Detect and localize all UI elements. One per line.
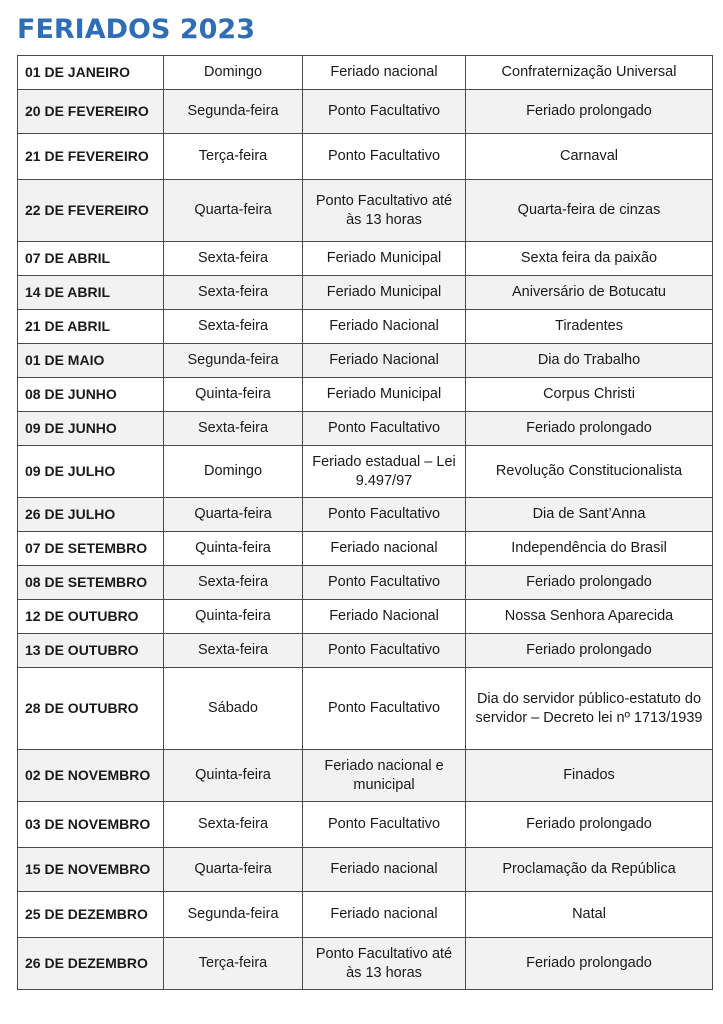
description-cell: Quarta-feira de cinzas (466, 180, 713, 242)
type-cell: Ponto Facultativo (303, 802, 466, 848)
date-cell: 21 DE FEVEREIRO (18, 134, 164, 180)
weekday-cell: Domingo (164, 56, 303, 90)
type-cell: Feriado nacional (303, 848, 466, 892)
table-row (18, 802, 713, 848)
description-cell: Tiradentes (466, 310, 713, 344)
weekday-cell: Sexta-feira (164, 310, 303, 344)
type-cell: Feriado Nacional (303, 344, 466, 378)
table-row (18, 180, 713, 242)
weekday-cell: Sexta-feira (164, 802, 303, 848)
table-row (18, 310, 713, 344)
date-cell: 14 DE ABRIL (18, 276, 164, 310)
date-cell: 13 DE OUTUBRO (18, 634, 164, 668)
type-cell: Ponto Facultativo (303, 90, 466, 134)
type-cell: Feriado nacional (303, 892, 466, 938)
table-row (18, 412, 713, 446)
date-cell: 01 DE MAIO (18, 344, 164, 378)
page-title: FERIADOS 2023 (17, 14, 255, 45)
weekday-cell: Sexta-feira (164, 276, 303, 310)
description-cell: Corpus Christi (466, 378, 713, 412)
description-cell: Proclamação da República (466, 848, 713, 892)
date-cell: 02 DE NOVEMBRO (18, 750, 164, 802)
description-cell: Independência do Brasil (466, 532, 713, 566)
description-cell: Dia de Sant’Anna (466, 498, 713, 532)
weekday-cell: Quinta-feira (164, 378, 303, 412)
type-cell: Feriado Municipal (303, 276, 466, 310)
description-cell: Dia do servidor público-estatuto do servidor – Decreto lei nº 1713/1939 (466, 668, 713, 750)
date-cell: 09 DE JUNHO (18, 412, 164, 446)
weekday-cell: Sexta-feira (164, 634, 303, 668)
table-row (18, 344, 713, 378)
description-cell: Feriado prolongado (466, 566, 713, 600)
weekday-cell: Sexta-feira (164, 412, 303, 446)
type-cell: Ponto Facultativo até às 13 horas (303, 938, 466, 990)
table-row (18, 56, 713, 90)
weekday-cell: Segunda-feira (164, 892, 303, 938)
type-cell: Feriado Nacional (303, 310, 466, 344)
date-cell: 28 DE OUTUBRO (18, 668, 164, 750)
type-cell: Feriado nacional (303, 56, 466, 90)
table-row (18, 90, 713, 134)
date-cell: 25 DE DEZEMBRO (18, 892, 164, 938)
weekday-cell: Quinta-feira (164, 750, 303, 802)
weekday-cell: Quarta-feira (164, 848, 303, 892)
table-row (18, 892, 713, 938)
type-cell: Ponto Facultativo (303, 566, 466, 600)
date-cell: 01 DE JANEIRO (18, 56, 164, 90)
date-cell: 03 DE NOVEMBRO (18, 802, 164, 848)
weekday-cell: Sábado (164, 668, 303, 750)
date-cell: 15 DE NOVEMBRO (18, 848, 164, 892)
description-cell: Feriado prolongado (466, 634, 713, 668)
table-row (18, 498, 713, 532)
weekday-cell: Terça-feira (164, 938, 303, 990)
table-row (18, 750, 713, 802)
weekday-cell: Sexta-feira (164, 242, 303, 276)
description-cell: Confraternização Universal (466, 56, 713, 90)
type-cell: Ponto Facultativo (303, 134, 466, 180)
table-row (18, 134, 713, 180)
table-row (18, 242, 713, 276)
type-cell: Ponto Facultativo (303, 412, 466, 446)
weekday-cell: Segunda-feira (164, 90, 303, 134)
description-cell: Natal (466, 892, 713, 938)
description-cell: Finados (466, 750, 713, 802)
date-cell: 21 DE ABRIL (18, 310, 164, 344)
weekday-cell: Segunda-feira (164, 344, 303, 378)
table-row (18, 566, 713, 600)
table-row (18, 938, 713, 990)
weekday-cell: Quarta-feira (164, 180, 303, 242)
type-cell: Ponto Facultativo até às 13 horas (303, 180, 466, 242)
date-cell: 22 DE FEVEREIRO (18, 180, 164, 242)
date-cell: 09 DE JULHO (18, 446, 164, 498)
type-cell: Feriado Nacional (303, 600, 466, 634)
type-cell: Ponto Facultativo (303, 668, 466, 750)
date-cell: 20 DE FEVEREIRO (18, 90, 164, 134)
description-cell: Nossa Senhora Aparecida (466, 600, 713, 634)
type-cell: Feriado nacional (303, 532, 466, 566)
description-cell: Feriado prolongado (466, 90, 713, 134)
table-row (18, 532, 713, 566)
description-cell: Sexta feira da paixão (466, 242, 713, 276)
description-cell: Revolução Constitucionalista (466, 446, 713, 498)
date-cell: 26 DE DEZEMBRO (18, 938, 164, 990)
description-cell: Feriado prolongado (466, 802, 713, 848)
description-cell: Dia do Trabalho (466, 344, 713, 378)
description-cell: Carnaval (466, 134, 713, 180)
date-cell: 26 DE JULHO (18, 498, 164, 532)
type-cell: Feriado Municipal (303, 378, 466, 412)
table-row (18, 446, 713, 498)
type-cell: Feriado Municipal (303, 242, 466, 276)
weekday-cell: Terça-feira (164, 134, 303, 180)
date-cell: 08 DE JUNHO (18, 378, 164, 412)
type-cell: Ponto Facultativo (303, 634, 466, 668)
type-cell: Ponto Facultativo (303, 498, 466, 532)
description-cell: Feriado prolongado (466, 938, 713, 990)
weekday-cell: Quarta-feira (164, 498, 303, 532)
holidays-table (17, 55, 713, 990)
weekday-cell: Quinta-feira (164, 600, 303, 634)
date-cell: 07 DE ABRIL (18, 242, 164, 276)
table-row (18, 276, 713, 310)
date-cell: 07 DE SETEMBRO (18, 532, 164, 566)
type-cell: Feriado estadual – Lei 9.497/97 (303, 446, 466, 498)
description-cell: Feriado prolongado (466, 412, 713, 446)
table-row (18, 600, 713, 634)
weekday-cell: Sexta-feira (164, 566, 303, 600)
table-row (18, 634, 713, 668)
date-cell: 08 DE SETEMBRO (18, 566, 164, 600)
description-cell: Aniversário de Botucatu (466, 276, 713, 310)
weekday-cell: Domingo (164, 446, 303, 498)
table-row (18, 668, 713, 750)
table-row (18, 848, 713, 892)
date-cell: 12 DE OUTUBRO (18, 600, 164, 634)
type-cell: Feriado nacional e municipal (303, 750, 466, 802)
weekday-cell: Quinta-feira (164, 532, 303, 566)
table-row (18, 378, 713, 412)
